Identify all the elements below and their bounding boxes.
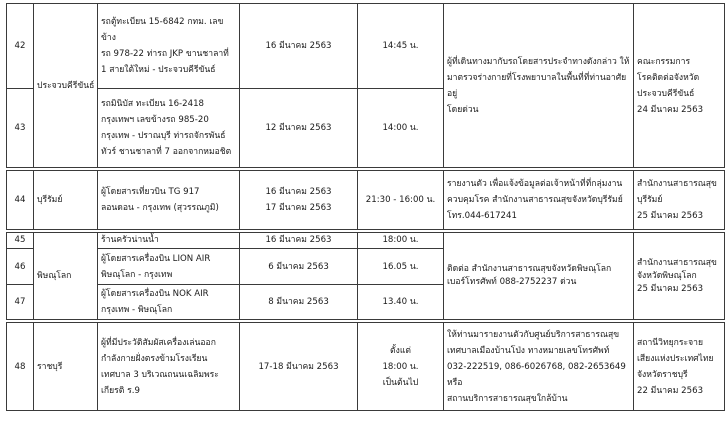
- source-cell: สำนักงานสาธารณสุข บุรีรัมย์ 25 มีนาคม 2563: [634, 171, 725, 230]
- province-cell: พิษณุโลก: [34, 233, 98, 320]
- table-row: [7, 171, 725, 230]
- date-cell: 16 มีนาคม 2563: [240, 233, 358, 249]
- province-cell: บุรีรัมย์: [34, 171, 98, 230]
- time-cell: 14:45 น.: [358, 4, 444, 89]
- date-cell: 8 มีนาคม 2563: [240, 285, 358, 320]
- time-cell: 16.05 น.: [358, 249, 444, 285]
- row-number: 45: [7, 233, 34, 249]
- date-cell: 16 มีนาคม 2563 17 มีนาคม 2563: [240, 171, 358, 230]
- advice-cell: ติดต่อ สำนักงานสาธารณสุขจังหวัดพิษณุโลก เบอร์โทรศัพท์ 088-2752237 ด่วน: [444, 233, 634, 320]
- advice-cell: ผู้ที่เดินทางมากับรถโดยสารประจำทางดังกล่าว ให้ มาตรวจร่างกายที่โรงพยาบาลในพื้นที่ที่ท่านอาศัยอยู่ โดยด่วน: [444, 4, 634, 168]
- time-cell: 21:30 - 16:00 น.: [358, 171, 444, 230]
- route-cell: ผู้โดยสารเครื่องบิน LION AIR พิษณุโลก - กรุงเทพ: [98, 249, 240, 285]
- route-cell: ผู้ที่มีประวัติสัมผัสเครื่องเล่นออก กำลังกายฝั่งตรงข้ามโรงเรียน เทศบาล 3 บริเวณถนนเฉลิมพระ เกียรติ ร.9: [98, 323, 240, 411]
- advice-cell: ให้ท่านมารายงานตัวกับศูนย์บริการสาธารณสุข เทศบาลเมืองบ้านโป่ง ทางหมายเลขโทรศัพท์ 032-222519, 086-6026768, 082-2653649 หรือ สถานบริการสาธารณสุขใกล้บ้าน: [444, 323, 634, 411]
- province-cell: ประจวบคีรีขันธ์: [34, 4, 98, 168]
- source-cell: คณะกรรมการ โรคติดต่อจังหวัด ประจวบคีรีขันธ์ 24 มีนาคม 2563: [634, 4, 725, 168]
- source-cell: สำนักงานสาธารณสุข จังหวัดพิษณุโลก 25 มีนาคม 2563: [634, 233, 725, 320]
- time-cell: ตั้งแต่ 18:00 น. เป็นต้นไป: [358, 323, 444, 411]
- province-cell: ราชบุรี: [34, 323, 98, 411]
- row-number: 48: [7, 323, 34, 411]
- table-row: [7, 323, 725, 411]
- time-cell: 18:00 น.: [358, 233, 444, 249]
- exposure-locations-table: [6, 3, 725, 411]
- time-cell: 14:00 น.: [358, 89, 444, 168]
- source-cell: สถานีวิทยุกระจาย เสียงแห่งประเทศไทย จังหวัดราชบุรี 22 มีนาคม 2563: [634, 323, 725, 411]
- row-number: 47: [7, 285, 34, 320]
- row-number: 42: [7, 4, 34, 89]
- route-cell: รถมินิบัส ทะเบียน 16-2418 กรุงเทพฯ เลขข้างรถ 985-20 กรุงเทพ - ปราณบุรี ท่ารถจักรพันธ์ ทัวร์ ชานชาลาที่ 7 ออกจากหมอชิต: [98, 89, 240, 168]
- date-cell: 6 มีนาคม 2563: [240, 249, 358, 285]
- route-cell: ผู้โดยสารเครื่องบิน NOK AIR กรุงเทพ - พิษณุโลก: [98, 285, 240, 320]
- row-number: 43: [7, 89, 34, 168]
- date-cell: 16 มีนาคม 2563: [240, 4, 358, 89]
- route-cell: รถตู้ทะเบียน 15-6842 กทม. เลขข้าง รถ 978-22 ท่ารถ JKP ขานชาลาที่ 1 สายใต้ใหม่ - ประจวบคีรีขันธ์: [98, 4, 240, 89]
- route-cell: ร้านครัวน่านน้ำ: [98, 233, 240, 249]
- route-cell: ผู้โดยสารเที่ยวบิน TG 917 ลอนดอน - กรุงเทพ (สุวรรณภูมิ): [98, 171, 240, 230]
- row-number: 44: [7, 171, 34, 230]
- row-number: 46: [7, 249, 34, 285]
- date-cell: 17-18 มีนาคม 2563: [240, 323, 358, 411]
- table-row: [7, 233, 725, 249]
- date-cell: 12 มีนาคม 2563: [240, 89, 358, 168]
- time-cell: 13.40 น.: [358, 285, 444, 320]
- table-row: [7, 4, 725, 89]
- advice-cell: รายงานตัว เพื่อแจ้งข้อมูลต่อเจ้าหน้าที่ที่กลุ่มงาน ควบคุมโรค สำนักงานสาธารณสุขจังหวัดบุรีรัมย์ โทร.044-617241: [444, 171, 634, 230]
